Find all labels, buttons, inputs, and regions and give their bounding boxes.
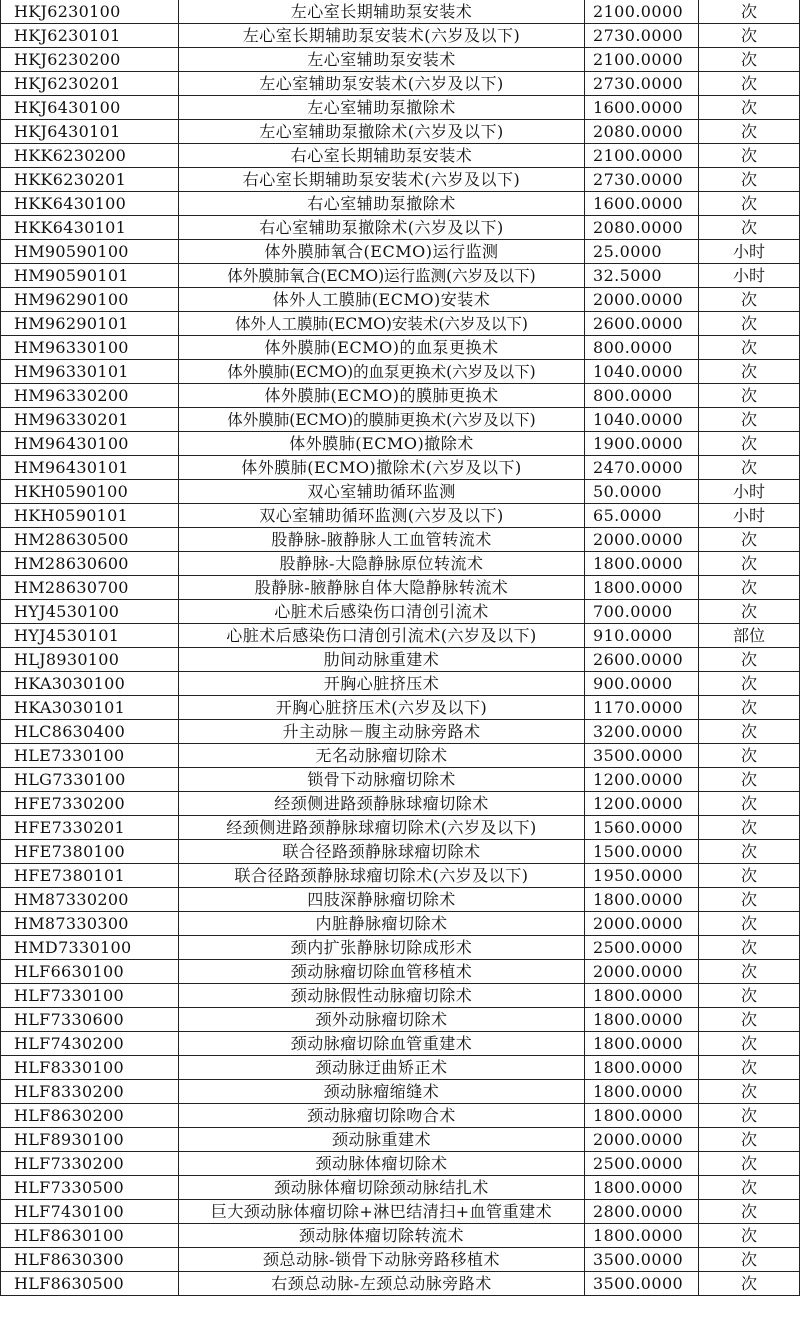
- table-row: [1, 192, 800, 216]
- table-row: [1, 1272, 800, 1296]
- item-unit-cell: 次: [699, 1032, 800, 1056]
- item-code-cell: HFE7380100: [1, 840, 179, 864]
- item-name-cell: 左心室辅助泵撤除术: [179, 96, 585, 120]
- item-name-cell: 开胸心脏挤压术: [179, 672, 585, 696]
- item-unit-cell: 次: [699, 312, 800, 336]
- table-row: [1, 288, 800, 312]
- item-name-cell: 经颈侧进路颈静脉球瘤切除术: [179, 792, 585, 816]
- item-price-cell: 1200.0000: [585, 768, 699, 792]
- item-price-cell: 2000.0000: [585, 1128, 699, 1152]
- item-code-cell: HKJ6230201: [1, 72, 179, 96]
- item-price-cell: 2100.0000: [585, 0, 699, 24]
- item-unit-cell: 次: [699, 216, 800, 240]
- item-unit-cell: 次: [699, 1080, 800, 1104]
- item-unit-cell: 次: [699, 816, 800, 840]
- item-unit-cell: 次: [699, 1248, 800, 1272]
- item-price-cell: 1950.0000: [585, 864, 699, 888]
- item-price-cell: 2000.0000: [585, 912, 699, 936]
- item-price-cell: 1500.0000: [585, 840, 699, 864]
- item-code-cell: HKK6430101: [1, 216, 179, 240]
- item-name-cell: 颈动脉瘤缩缝术: [179, 1080, 585, 1104]
- item-code-cell: HKJ6430101: [1, 120, 179, 144]
- item-name-cell: 体外膜肺(ECMO)撤除术: [179, 432, 585, 456]
- item-price-cell: 3500.0000: [585, 744, 699, 768]
- item-name-cell: 右心室长期辅助泵安装术: [179, 144, 585, 168]
- item-price-cell: 800.0000: [585, 336, 699, 360]
- item-name-cell: 巨大颈动脉体瘤切除+淋巴结清扫+血管重建术: [179, 1200, 585, 1224]
- item-code-cell: HM28630700: [1, 576, 179, 600]
- table-row: [1, 840, 800, 864]
- item-unit-cell: 次: [699, 672, 800, 696]
- item-price-cell: 2800.0000: [585, 1200, 699, 1224]
- item-code-cell: HLJ8930100: [1, 648, 179, 672]
- item-code-cell: HM87330300: [1, 912, 179, 936]
- table-row: [1, 120, 800, 144]
- item-price-cell: 2000.0000: [585, 960, 699, 984]
- item-name-cell: 左心室长期辅助泵安装术: [179, 0, 585, 24]
- table-row: [1, 984, 800, 1008]
- item-code-cell: HKK6230200: [1, 144, 179, 168]
- item-name-cell: 联合径路颈静脉球瘤切除术(六岁及以下): [179, 864, 585, 888]
- item-code-cell: HLF7330500: [1, 1176, 179, 1200]
- item-unit-cell: 次: [699, 408, 800, 432]
- item-unit-cell: 次: [699, 600, 800, 624]
- item-unit-cell: 次: [699, 1200, 800, 1224]
- table-row: [1, 1152, 800, 1176]
- item-name-cell: 经颈侧进路颈静脉球瘤切除术(六岁及以下): [179, 816, 585, 840]
- item-price-cell: 2080.0000: [585, 216, 699, 240]
- item-name-cell: 右颈总动脉-左颈总动脉旁路术: [179, 1272, 585, 1296]
- table-row: [1, 936, 800, 960]
- table-row: [1, 1056, 800, 1080]
- item-code-cell: HLE7330100: [1, 744, 179, 768]
- item-name-cell: 颈动脉迂曲矫正术: [179, 1056, 585, 1080]
- item-name-cell: 心脏术后感染伤口清创引流术(六岁及以下): [179, 624, 585, 648]
- table-row: [1, 504, 800, 528]
- item-price-cell: 1900.0000: [585, 432, 699, 456]
- item-code-cell: HLG7330100: [1, 768, 179, 792]
- item-name-cell: 开胸心脏挤压术(六岁及以下): [179, 696, 585, 720]
- item-price-cell: 65.0000: [585, 504, 699, 528]
- item-unit-cell: 次: [699, 912, 800, 936]
- item-unit-cell: 次: [699, 96, 800, 120]
- table-row: [1, 96, 800, 120]
- table-row: [1, 528, 800, 552]
- item-price-cell: 900.0000: [585, 672, 699, 696]
- item-code-cell: HLF6630100: [1, 960, 179, 984]
- item-code-cell: HKH0590100: [1, 480, 179, 504]
- table-row: [1, 864, 800, 888]
- table-row: [1, 216, 800, 240]
- item-unit-cell: 次: [699, 936, 800, 960]
- table-row: [1, 888, 800, 912]
- item-price-cell: 2000.0000: [585, 528, 699, 552]
- table-row: [1, 1008, 800, 1032]
- item-code-cell: HKJ6430100: [1, 96, 179, 120]
- item-name-cell: 体外人工膜肺(ECMO)安装术: [179, 288, 585, 312]
- item-code-cell: HFE7330201: [1, 816, 179, 840]
- item-price-cell: 1560.0000: [585, 816, 699, 840]
- table-row: [1, 744, 800, 768]
- item-unit-cell: 次: [699, 336, 800, 360]
- item-unit-cell: 小时: [699, 480, 800, 504]
- item-code-cell: HM96430100: [1, 432, 179, 456]
- item-name-cell: 双心室辅助循环监测(六岁及以下): [179, 504, 585, 528]
- item-price-cell: 2500.0000: [585, 936, 699, 960]
- item-name-cell: 颈动脉瘤切除血管移植术: [179, 960, 585, 984]
- table-row: [1, 912, 800, 936]
- item-unit-cell: 次: [699, 1272, 800, 1296]
- item-unit-cell: 小时: [699, 240, 800, 264]
- item-code-cell: HLC8630400: [1, 720, 179, 744]
- item-code-cell: HFE7380101: [1, 864, 179, 888]
- table-row: [1, 408, 800, 432]
- item-unit-cell: 次: [699, 1056, 800, 1080]
- item-name-cell: 颈外动脉瘤切除术: [179, 1008, 585, 1032]
- item-unit-cell: 次: [699, 888, 800, 912]
- table-row: [1, 144, 800, 168]
- table-row: [1, 1128, 800, 1152]
- table-row: [1, 648, 800, 672]
- item-code-cell: HLF7330600: [1, 1008, 179, 1032]
- item-unit-cell: 次: [699, 1128, 800, 1152]
- item-unit-cell: 次: [699, 720, 800, 744]
- item-name-cell: 左心室长期辅助泵安装术(六岁及以下): [179, 24, 585, 48]
- item-name-cell: 颈动脉重建术: [179, 1128, 585, 1152]
- item-price-cell: 1600.0000: [585, 192, 699, 216]
- item-unit-cell: 小时: [699, 504, 800, 528]
- item-code-cell: HKH0590101: [1, 504, 179, 528]
- item-code-cell: HKJ6230101: [1, 24, 179, 48]
- table-row: [1, 48, 800, 72]
- item-unit-cell: 次: [699, 768, 800, 792]
- table-row: [1, 1224, 800, 1248]
- table-row: [1, 768, 800, 792]
- item-code-cell: HLF8930100: [1, 1128, 179, 1152]
- item-name-cell: 升主动脉－腹主动脉旁路术: [179, 720, 585, 744]
- item-unit-cell: 小时: [699, 264, 800, 288]
- item-price-cell: 2080.0000: [585, 120, 699, 144]
- item-price-cell: 2100.0000: [585, 144, 699, 168]
- table-row: [1, 312, 800, 336]
- item-unit-cell: 次: [699, 1176, 800, 1200]
- table-row: [1, 1032, 800, 1056]
- item-unit-cell: 次: [699, 552, 800, 576]
- table-row: [1, 0, 800, 24]
- table-row: [1, 24, 800, 48]
- item-unit-cell: 次: [699, 1224, 800, 1248]
- item-name-cell: 肋间动脉重建术: [179, 648, 585, 672]
- item-code-cell: HYJ4530101: [1, 624, 179, 648]
- item-name-cell: 股静脉-大隐静脉原位转流术: [179, 552, 585, 576]
- item-code-cell: HKJ6230100: [1, 0, 179, 24]
- item-code-cell: HM96290101: [1, 312, 179, 336]
- item-name-cell: 体外膜肺(ECMO)的血泵更换术(六岁及以下): [179, 360, 585, 384]
- item-name-cell: 体外膜肺氧合(ECMO)运行监测(六岁及以下): [179, 264, 585, 288]
- item-unit-cell: 部位: [699, 624, 800, 648]
- table-row: [1, 720, 800, 744]
- item-code-cell: HLF7330100: [1, 984, 179, 1008]
- item-price-cell: 2470.0000: [585, 456, 699, 480]
- item-name-cell: 左心室辅助泵撤除术(六岁及以下): [179, 120, 585, 144]
- item-unit-cell: 次: [699, 48, 800, 72]
- item-price-cell: 2600.0000: [585, 312, 699, 336]
- table-row: [1, 264, 800, 288]
- item-price-cell: 700.0000: [585, 600, 699, 624]
- table-row: [1, 384, 800, 408]
- item-name-cell: 颈动脉瘤切除吻合术: [179, 1104, 585, 1128]
- item-code-cell: HM87330200: [1, 888, 179, 912]
- table-row: [1, 552, 800, 576]
- item-name-cell: 体外膜肺氧合(ECMO)运行监测: [179, 240, 585, 264]
- item-code-cell: HLF8630200: [1, 1104, 179, 1128]
- item-code-cell: HFE7330200: [1, 792, 179, 816]
- item-price-cell: 1800.0000: [585, 1056, 699, 1080]
- item-code-cell: HLF8630500: [1, 1272, 179, 1296]
- item-code-cell: HM96430101: [1, 456, 179, 480]
- table-row: [1, 1248, 800, 1272]
- item-unit-cell: 次: [699, 72, 800, 96]
- item-price-cell: 1800.0000: [585, 1104, 699, 1128]
- item-name-cell: 颈总动脉-锁骨下动脉旁路移植术: [179, 1248, 585, 1272]
- item-name-cell: 左心室辅助泵安装术: [179, 48, 585, 72]
- item-price-cell: 1800.0000: [585, 576, 699, 600]
- item-unit-cell: 次: [699, 1008, 800, 1032]
- table-row: [1, 1176, 800, 1200]
- item-unit-cell: 次: [699, 168, 800, 192]
- item-name-cell: 左心室辅助泵安装术(六岁及以下): [179, 72, 585, 96]
- item-price-cell: 1800.0000: [585, 888, 699, 912]
- item-unit-cell: 次: [699, 1152, 800, 1176]
- item-code-cell: HM28630600: [1, 552, 179, 576]
- item-code-cell: HM96330100: [1, 336, 179, 360]
- item-code-cell: HM90590101: [1, 264, 179, 288]
- item-unit-cell: 次: [699, 984, 800, 1008]
- item-unit-cell: 次: [699, 288, 800, 312]
- item-unit-cell: 次: [699, 0, 800, 24]
- item-price-cell: 1800.0000: [585, 1032, 699, 1056]
- table-row: [1, 672, 800, 696]
- item-code-cell: HM90590100: [1, 240, 179, 264]
- table-row: [1, 168, 800, 192]
- item-unit-cell: 次: [699, 456, 800, 480]
- item-price-cell: 1800.0000: [585, 552, 699, 576]
- fee-schedule-body: [1, 0, 800, 1296]
- item-price-cell: 1800.0000: [585, 1224, 699, 1248]
- table-row: [1, 576, 800, 600]
- item-name-cell: 股静脉-腋静脉人工血管转流术: [179, 528, 585, 552]
- table-row: [1, 624, 800, 648]
- item-price-cell: 1800.0000: [585, 1176, 699, 1200]
- item-unit-cell: 次: [699, 648, 800, 672]
- item-unit-cell: 次: [699, 120, 800, 144]
- item-price-cell: 800.0000: [585, 384, 699, 408]
- item-price-cell: 910.0000: [585, 624, 699, 648]
- item-name-cell: 体外膜肺(ECMO)的血泵更换术: [179, 336, 585, 360]
- item-unit-cell: 次: [699, 696, 800, 720]
- item-name-cell: 右心室辅助泵撤除术: [179, 192, 585, 216]
- item-code-cell: HLF7430200: [1, 1032, 179, 1056]
- item-code-cell: HM96290100: [1, 288, 179, 312]
- item-name-cell: 体外膜肺(ECMO)的膜肺更换术(六岁及以下): [179, 408, 585, 432]
- item-price-cell: 25.0000: [585, 240, 699, 264]
- item-name-cell: 心脏术后感染伤口清创引流术: [179, 600, 585, 624]
- item-price-cell: 2730.0000: [585, 168, 699, 192]
- item-unit-cell: 次: [699, 528, 800, 552]
- item-code-cell: HM96330201: [1, 408, 179, 432]
- item-price-cell: 2500.0000: [585, 1152, 699, 1176]
- item-price-cell: 1800.0000: [585, 1008, 699, 1032]
- item-code-cell: HKA3030101: [1, 696, 179, 720]
- table-row: [1, 1200, 800, 1224]
- item-code-cell: HKA3030100: [1, 672, 179, 696]
- table-row: [1, 456, 800, 480]
- item-code-cell: HKK6430100: [1, 192, 179, 216]
- item-code-cell: HLF8330100: [1, 1056, 179, 1080]
- table-row: [1, 432, 800, 456]
- item-name-cell: 颈动脉体瘤切除术: [179, 1152, 585, 1176]
- item-name-cell: 联合径路颈静脉球瘤切除术: [179, 840, 585, 864]
- item-price-cell: 1600.0000: [585, 96, 699, 120]
- item-name-cell: 体外人工膜肺(ECMO)安装术(六岁及以下): [179, 312, 585, 336]
- table-row: [1, 600, 800, 624]
- table-row: [1, 72, 800, 96]
- item-unit-cell: 次: [699, 960, 800, 984]
- item-name-cell: 内脏静脉瘤切除术: [179, 912, 585, 936]
- item-name-cell: 颈内扩张静脉切除成形术: [179, 936, 585, 960]
- item-name-cell: 双心室辅助循环监测: [179, 480, 585, 504]
- item-code-cell: HLF8330200: [1, 1080, 179, 1104]
- item-name-cell: 无名动脉瘤切除术: [179, 744, 585, 768]
- item-code-cell: HM96330200: [1, 384, 179, 408]
- item-unit-cell: 次: [699, 24, 800, 48]
- item-name-cell: 四肢深静脉瘤切除术: [179, 888, 585, 912]
- table-row: [1, 960, 800, 984]
- item-code-cell: HMD7330100: [1, 936, 179, 960]
- item-name-cell: 体外膜肺(ECMO)的膜肺更换术: [179, 384, 585, 408]
- item-price-cell: 1800.0000: [585, 984, 699, 1008]
- item-unit-cell: 次: [699, 192, 800, 216]
- item-price-cell: 1200.0000: [585, 792, 699, 816]
- item-unit-cell: 次: [699, 864, 800, 888]
- item-code-cell: HYJ4530100: [1, 600, 179, 624]
- item-price-cell: 2730.0000: [585, 24, 699, 48]
- item-name-cell: 右心室辅助泵撤除术(六岁及以下): [179, 216, 585, 240]
- table-row: [1, 1080, 800, 1104]
- item-price-cell: 32.5000: [585, 264, 699, 288]
- item-name-cell: 颈动脉假性动脉瘤切除术: [179, 984, 585, 1008]
- item-unit-cell: 次: [699, 840, 800, 864]
- item-price-cell: 1800.0000: [585, 1080, 699, 1104]
- item-name-cell: 体外膜肺(ECMO)撤除术(六岁及以下): [179, 456, 585, 480]
- table-row: [1, 480, 800, 504]
- item-code-cell: HKJ6230200: [1, 48, 179, 72]
- item-code-cell: HKK6230201: [1, 168, 179, 192]
- item-price-cell: 1170.0000: [585, 696, 699, 720]
- table-row: [1, 240, 800, 264]
- item-price-cell: 2600.0000: [585, 648, 699, 672]
- item-name-cell: 颈动脉瘤切除血管重建术: [179, 1032, 585, 1056]
- table-row: [1, 1104, 800, 1128]
- item-code-cell: HM28630500: [1, 528, 179, 552]
- item-price-cell: 3500.0000: [585, 1272, 699, 1296]
- item-code-cell: HLF8630100: [1, 1224, 179, 1248]
- item-price-cell: 2730.0000: [585, 72, 699, 96]
- item-unit-cell: 次: [699, 576, 800, 600]
- item-price-cell: 2100.0000: [585, 48, 699, 72]
- item-code-cell: HLF7330200: [1, 1152, 179, 1176]
- item-name-cell: 锁骨下动脉瘤切除术: [179, 768, 585, 792]
- item-code-cell: HLF8630300: [1, 1248, 179, 1272]
- item-name-cell: 股静脉-腋静脉自体大隐静脉转流术: [179, 576, 585, 600]
- item-unit-cell: 次: [699, 1104, 800, 1128]
- item-price-cell: 50.0000: [585, 480, 699, 504]
- item-price-cell: 3500.0000: [585, 1248, 699, 1272]
- item-unit-cell: 次: [699, 744, 800, 768]
- item-code-cell: HM96330101: [1, 360, 179, 384]
- item-name-cell: 右心室长期辅助泵安装术(六岁及以下): [179, 168, 585, 192]
- item-price-cell: 2000.0000: [585, 288, 699, 312]
- item-unit-cell: 次: [699, 144, 800, 168]
- table-row: [1, 792, 800, 816]
- table-row: [1, 696, 800, 720]
- item-unit-cell: 次: [699, 792, 800, 816]
- table-row: [1, 336, 800, 360]
- item-price-cell: 1040.0000: [585, 408, 699, 432]
- item-unit-cell: 次: [699, 384, 800, 408]
- item-name-cell: 颈动脉体瘤切除转流术: [179, 1224, 585, 1248]
- table-row: [1, 360, 800, 384]
- item-price-cell: 1040.0000: [585, 360, 699, 384]
- table-row: [1, 816, 800, 840]
- item-unit-cell: 次: [699, 432, 800, 456]
- item-price-cell: 3200.0000: [585, 720, 699, 744]
- item-unit-cell: 次: [699, 360, 800, 384]
- item-name-cell: 颈动脉体瘤切除颈动脉结扎术: [179, 1176, 585, 1200]
- item-code-cell: HLF7430100: [1, 1200, 179, 1224]
